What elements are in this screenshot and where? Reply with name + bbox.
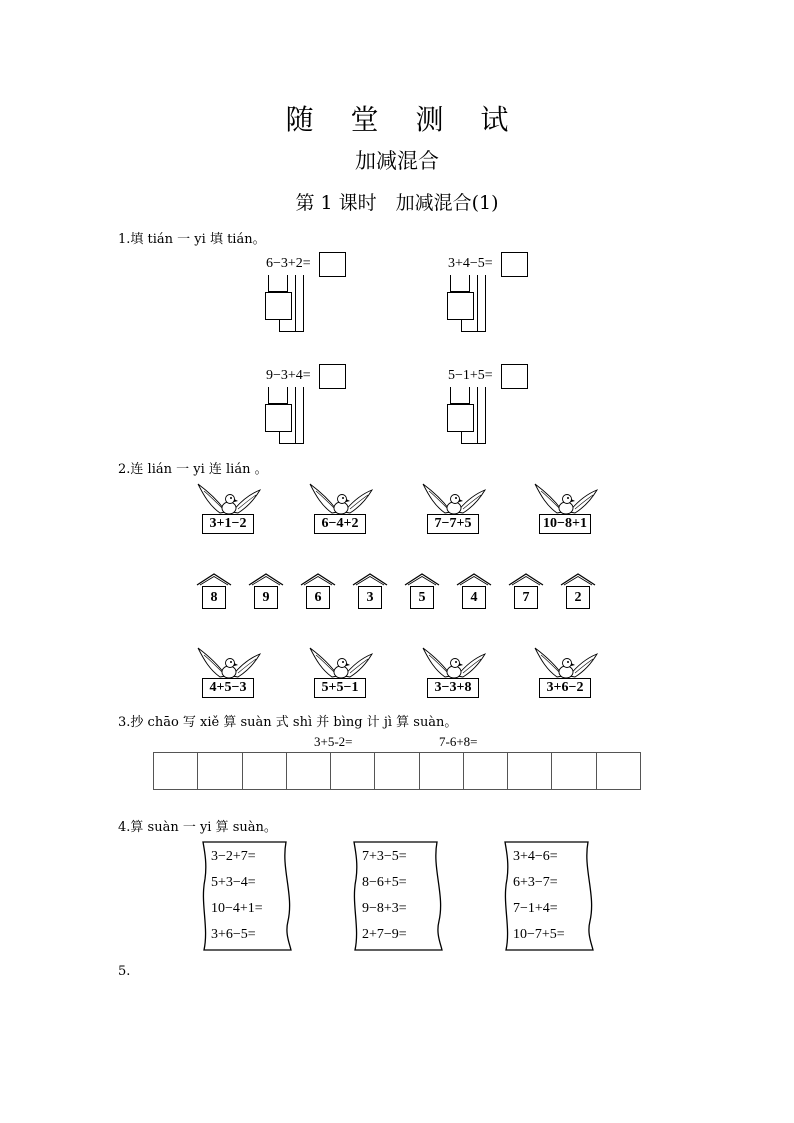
card-equation: 7+3−5= [362,849,407,864]
house-number: 6 [306,586,330,609]
card-equation: 3+4−6= [513,849,558,864]
card-equation: 2+7−9= [362,927,407,942]
roof-icon [300,572,336,586]
grid-cell[interactable] [464,753,508,789]
bird-icon [421,482,487,518]
question-4-heading: 4.算 suàn 一 yi 算 suàn。 [118,820,277,835]
house-number: 3 [358,586,382,609]
roof-icon [248,572,284,586]
bird-card[interactable] [533,646,599,698]
house-card[interactable] [248,572,284,610]
roof-icon [404,572,440,586]
bird-card[interactable] [196,646,262,698]
grid-cell[interactable] [331,753,375,789]
scroll-card-3 [502,841,598,951]
house-number: 5 [410,586,434,609]
bird-card[interactable] [421,646,487,698]
house-number: 4 [462,586,486,609]
writing-grid[interactable] [153,752,641,790]
card-equation: 3−2+7= [211,849,256,864]
q1-problem-3 [264,362,354,452]
grid-cell[interactable] [552,753,596,789]
card-equation: 5+3−4= [211,875,256,890]
grid-cell[interactable] [420,753,464,789]
page-title: 随 堂 测 试 [285,103,523,136]
intermediate-box[interactable] [265,404,292,432]
q1-problem-4 [446,362,536,452]
card-equation: 3+6−5= [211,927,256,942]
answer-box[interactable] [319,364,346,389]
house-card[interactable] [560,572,596,610]
roof-icon [352,572,388,586]
bird-card[interactable] [196,482,262,534]
roof-icon [560,572,596,586]
house-card[interactable] [404,572,440,610]
q3-expression: 3+5-2= [314,734,353,749]
expression-label: 7−7+5 [427,514,479,534]
intermediate-box[interactable] [447,292,474,320]
bird-icon [308,646,374,682]
bird-card[interactable] [421,482,487,534]
house-number: 8 [202,586,226,609]
lesson-title: 第 1 课时 加减混合(1) [295,192,499,214]
q1-equation: 5−1+5= [448,368,493,383]
grid-cell[interactable] [508,753,552,789]
card-equation: 7−1+4= [513,901,558,916]
card-equation: 6+3−7= [513,875,558,890]
q1-problem-1 [264,250,354,340]
roof-icon [196,572,232,586]
answer-box[interactable] [319,252,346,277]
expression-label: 6−4+2 [314,514,366,534]
question-5-heading: 5. [118,964,131,979]
q1-equation: 9−3+4= [266,368,311,383]
card-equation: 9−8+3= [362,901,407,916]
intermediate-box[interactable] [447,404,474,432]
scroll-card-2 [351,841,447,951]
intermediate-box[interactable] [265,292,292,320]
question-1-heading: 1.填 tián 一 yi 填 tián。 [118,232,266,247]
bird-icon [196,482,262,518]
grid-cell[interactable] [597,753,640,789]
grid-cell[interactable] [287,753,331,789]
grid-cell[interactable] [198,753,242,789]
bird-card[interactable] [308,646,374,698]
bird-card[interactable] [533,482,599,534]
roof-icon [508,572,544,586]
bird-icon [533,482,599,518]
house-number: 9 [254,586,278,609]
house-card[interactable] [456,572,492,610]
expression-label: 3+1−2 [202,514,254,534]
grid-cell[interactable] [375,753,419,789]
card-equation: 10−4+1= [211,901,263,916]
bird-icon [421,646,487,682]
scroll-card-1 [200,841,296,951]
question-3-heading: 3.抄 chāo 写 xiě 算 suàn 式 shì 并 bìng 计 jì 算 suàn。 [118,715,458,730]
expression-label: 10−8+1 [539,514,591,534]
page-subtitle: 加减混合 [355,149,439,173]
bird-icon [196,646,262,682]
expression-label: 5+5−1 [314,678,366,698]
card-equation: 10−7+5= [513,927,565,942]
bird-card[interactable] [308,482,374,534]
house-card[interactable] [508,572,544,610]
q1-equation: 3+4−5= [448,256,493,271]
grid-cell[interactable] [243,753,287,789]
question-2-heading: 2.连 lián 一 yi 连 lián 。 [118,462,268,477]
house-number: 7 [514,586,538,609]
expression-label: 3−3+8 [427,678,479,698]
roof-icon [456,572,492,586]
bird-icon [533,646,599,682]
bird-icon [308,482,374,518]
house-card[interactable] [196,572,232,610]
q3-expression: 7-6+8= [439,734,478,749]
q1-problem-2 [446,250,536,340]
house-card[interactable] [352,572,388,610]
card-equation: 8−6+5= [362,875,407,890]
expression-label: 4+5−3 [202,678,254,698]
q1-equation: 6−3+2= [266,256,311,271]
house-card[interactable] [300,572,336,610]
grid-cell[interactable] [154,753,198,789]
answer-box[interactable] [501,252,528,277]
expression-label: 3+6−2 [539,678,591,698]
answer-box[interactable] [501,364,528,389]
house-number: 2 [566,586,590,609]
